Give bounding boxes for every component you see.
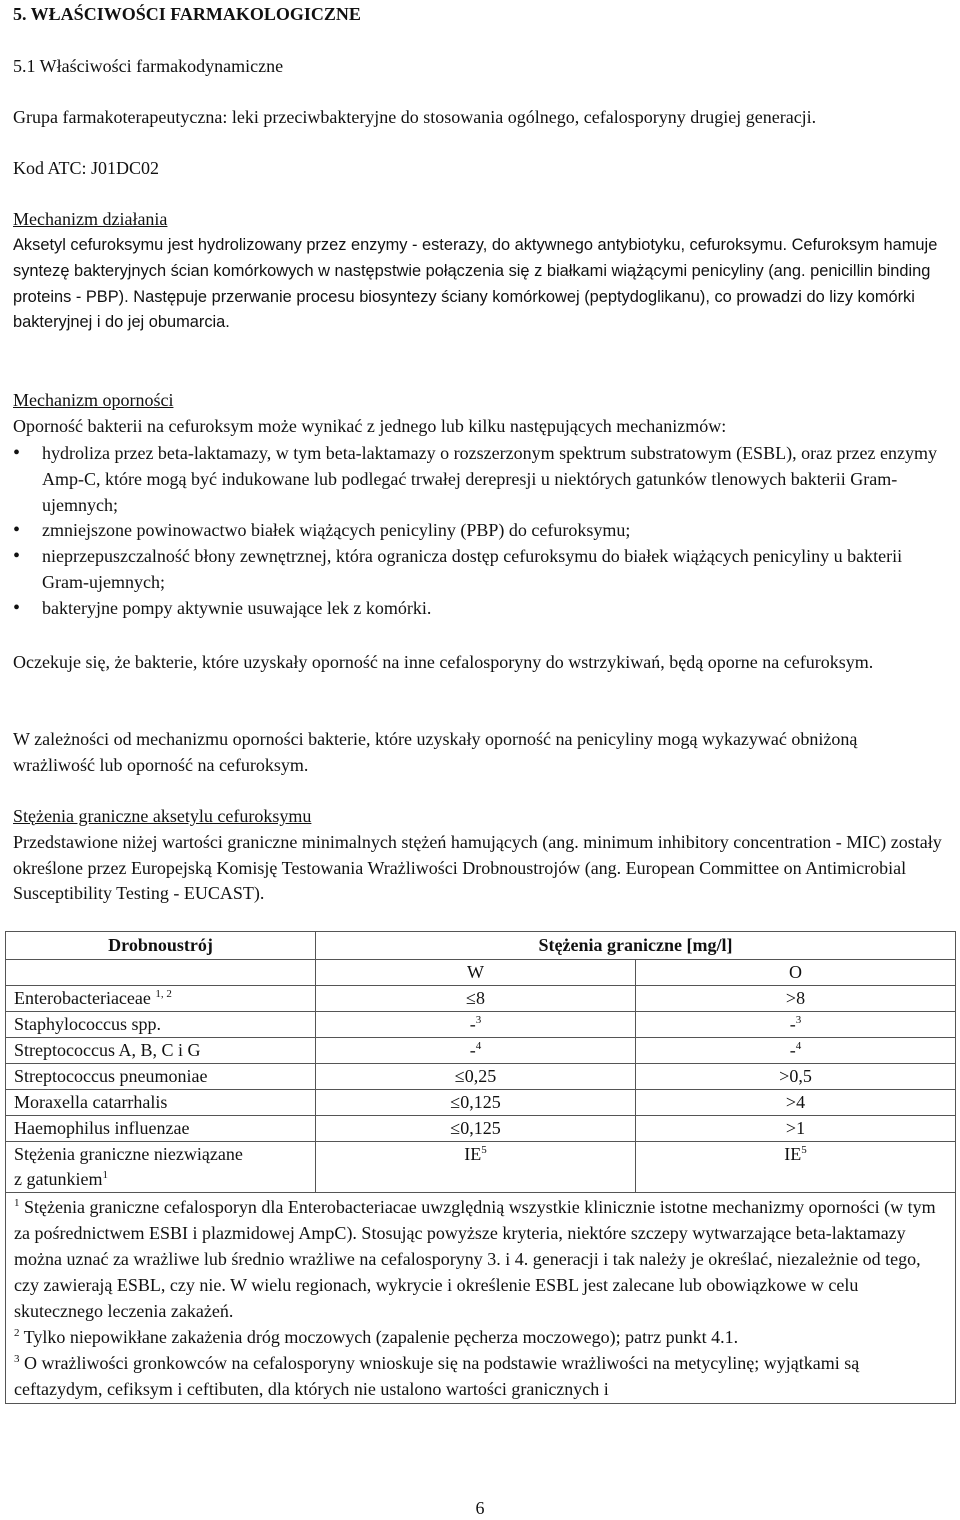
table-row <box>6 1090 956 1116</box>
susceptible-value: ≤8 <box>316 986 636 1012</box>
resistant-value: >8 <box>636 986 956 1012</box>
mechanism-heading: Mechanizm działania <box>13 209 168 229</box>
le-symbol: ≤ <box>450 1118 461 1138</box>
resistant-value: -$^3$ <box>636 1012 956 1038</box>
resistance-paragraph-2: W zależności od mechanizmu oporności bakterie, które uzyskały oporność na penicyliny mogą wykazywać obniżoną wrażliwość lub oporność na cefuroksym. <box>13 729 858 775</box>
le-symbol: ≤ <box>450 1092 461 1112</box>
susceptible-value: ≤0,25 <box>316 1064 636 1090</box>
list-item: • zmniejszone powinowactwo białek wiążących penicyliny (PBP) do cefuroksymu; <box>13 518 943 544</box>
organism-name: Streptococcus pneumoniae <box>6 1064 316 1090</box>
list-item: • nieprzepuszczalność błony zewnętrznej, która ogranicza dostęp cefuroksymu do białek wiążących penicyliny u bakterii Gram-ujemnych; <box>13 544 943 596</box>
resistant-value: >4 <box>636 1090 956 1116</box>
table-row <box>6 1038 956 1064</box>
table-row <box>6 986 956 1012</box>
table-footnotes-row <box>6 1193 956 1404</box>
resistant-value: -$^4$ <box>636 1038 956 1064</box>
susceptible-value: $IE^5$ <box>316 1142 636 1193</box>
table-header-row <box>6 932 956 960</box>
resistance-mechanisms-list <box>13 441 943 622</box>
section-title: 5. WŁAŚCIWOŚCI FARMAKOLOGICZNE <box>13 4 361 24</box>
list-item: • bakteryjne pompy aktywnie usuwające lek z komórki. <box>13 596 943 622</box>
header-susceptible: W <box>316 960 636 986</box>
resistant-value: $IE^5$ <box>636 1142 956 1193</box>
footnote-3: $^3$ O wrażliwości gronkowców na cefalosporyny wnioskuje się na podstawie wrażliwości na metycylinę; wyjątkami są ceftazydym, cefiksym i ceftibuten, dla których nie ustalono wartości granicznych i <box>14 1353 860 1399</box>
susceptible-value: -$^4$ <box>316 1038 636 1064</box>
organism-name: Haemophilus influenzae <box>6 1116 316 1142</box>
resistance-heading: Mechanizm oporności <box>13 390 174 410</box>
susceptible-value: ≤0,125 <box>316 1090 636 1116</box>
header-breakpoints: Stężenia graniczne [mg/l] <box>316 932 956 960</box>
list-item: • hydroliza przez beta-laktamazy, w tym beta-laktamazy o rozszerzonym spektrum substratowym (ESBL), oraz przez enzymy Amp-C, które mogą być indukowane lub podlegać trwałej derepresji u niektórych gatunków tlenowych bakterii Gram-ujemnych; <box>13 441 943 518</box>
resistance-intro: Oporność bakterii na cefuroksym może wynikać z jednego lub kilku następujących mechanizmów: <box>13 416 727 436</box>
footnote-1: $^1$ Stężenia graniczne cefalosporyn dla Enterobacteriacae uwzględnią wszystkie klinicznie istotne mechanizmy oporności (w tym za pośrednictwem ESBI i plazmidowej AmpC). Stosując powyższe kryteria, niektóre szczepy wytwarzające beta-laktamazy można uznać za wrażliwe lub średnio wrażliwe na cefalosporyny 3. i 4. generacji i tak należy je określać, niezależnie od tego, czy zawierają ESBL, czy nie. W wielu regionach, wykrycie i określenie ESBL jest zalecane lub obowiązkowe w celu skutecznego leczenia zakażeń. <box>14 1197 936 1321</box>
subheader-empty <box>6 960 316 986</box>
subsection-title: 5.1 Właściwości farmakodynamiczne <box>13 56 284 76</box>
header-organism: Drobnoustrój <box>6 932 316 960</box>
table-subheader-row <box>6 960 956 986</box>
table-footnotes <box>6 1193 956 1404</box>
resistant-value: >1 <box>636 1116 956 1142</box>
table-row <box>6 1142 956 1193</box>
organism-name: Stężenia graniczne niezwiązane z gatunkiem$^1$ <box>6 1142 316 1193</box>
therapeutic-group: Grupa farmakoterapeutyczna: leki przeciwbakteryjne do stosowania ogólnego, cefalosporyny drugiej generacji. <box>13 107 817 127</box>
breakpoints-table <box>5 931 956 1404</box>
resistant-value: >0,5 <box>636 1064 956 1090</box>
susceptible-value: -$^3$ <box>316 1012 636 1038</box>
resistance-paragraph-1: Oczekuje się, że bakterie, które uzyskały oporność na inne cefalosporyny do wstrzykiwań, będą oporne na cefuroksym. <box>13 652 874 672</box>
organism-name: Streptococcus A, B, C i G <box>6 1038 316 1064</box>
atc-code: Kod ATC: J01DC02 <box>13 158 160 178</box>
le-symbol: ≤ <box>466 988 476 1008</box>
table-row <box>6 1064 956 1090</box>
header-resistant: O <box>636 960 956 986</box>
mechanism-text: Aksetyl cefuroksymu jest hydrolizowany przez enzymy - esterazy, do aktywnego antybiotyku, cefuroksymu. Cefuroksym hamuje syntezę bakteryjnych ścian komórkowych w następstwie połączenia się z białkami wiążącymi penicyliny (ang. penicillin binding proteins - PBP). Następuje przerwanie procesu biosyntezy ściany komórkowej (peptydoglikanu), co prowadzi do lizy komórki bakteryjnej i do jej obumarcia. <box>13 236 938 332</box>
le-symbol: ≤ <box>454 1066 465 1086</box>
page-number: 6 <box>475 1498 485 1518</box>
susceptible-value: ≤0,125 <box>316 1116 636 1142</box>
table-row <box>6 1012 956 1038</box>
organism-name: Moraxella catarrhalis <box>6 1090 316 1116</box>
footnote-2: $^2$ Tylko niepowikłane zakażenia dróg moczowych (zapalenie pęcherza moczowego); patrz punkt 4.1. <box>14 1327 739 1347</box>
table-row <box>6 1116 956 1142</box>
breakpoints-intro: Przedstawione niżej wartości graniczne minimalnych stężeń hamujących (ang. minimum inhibitory concentration - MIC) zostały określone przez Europejską Komisję Testowania Wrażliwości Drobnoustrojów (ang. European Committee on Antimicrobial Susceptibility Testing - EUCAST). <box>13 832 942 904</box>
organism-name: Enterobacteriaceae $^{1, 2}$ <box>6 986 316 1012</box>
organism-name: Staphylococcus spp. <box>6 1012 316 1038</box>
breakpoints-heading: Stężenia graniczne aksetylu cefuroksymu <box>13 806 312 826</box>
